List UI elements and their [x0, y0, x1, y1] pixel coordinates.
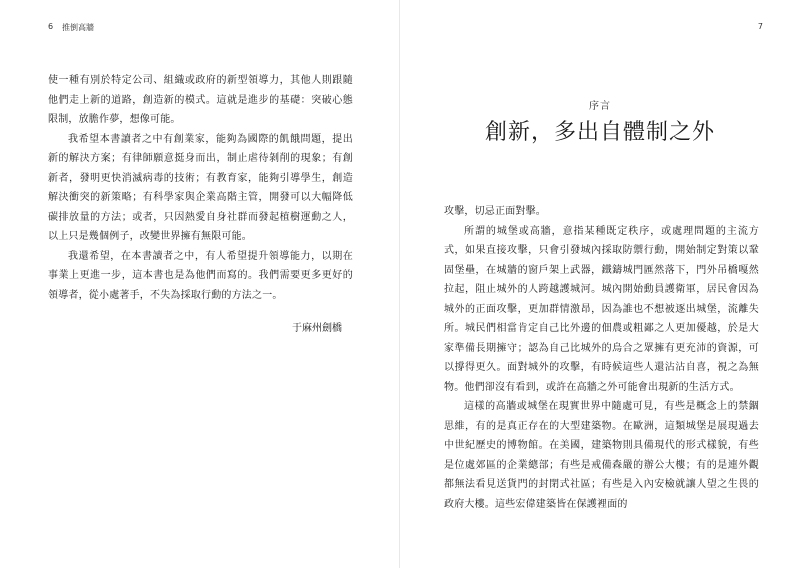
paragraph: 所謂的城堡或高牆，意指某種既定秩序，或處理問題的主流方式，如果直接攻擊，只會引發城內採取防禦行動，開始制定對策以鞏固堡壘，在城牆的窗戶架上武器，鐵鑄城門匯然落下，門外吊橋嘎然拉起，阻止城外的人跨越護城河。城內開始動員護衛軍，居民會因為城外的正面攻擊，更加群情激昂，因為誰也不想被逐出城堡，流離失所。城民們相當肯定自己比外邊的佃農或粗鄙之人更加優越，於是大家準備長期擁守；認為自己比城外的烏合之眾擁有更充沛的資源，可以撐得更久。面對城外的攻擊，有時候這些人還沾沾自喜，視之為無物。他們卻沒有看到，或許在高牆之外可能會出現新的生活方式。 [444, 225, 759, 393]
running-title: 推倒高牆 [62, 23, 94, 32]
section-title: 創新，多出自體制之外 [484, 120, 715, 145]
right-body [444, 202, 759, 514]
page-number: 6 [48, 22, 54, 31]
paragraph: 攻擊，切忌正面對擊。 [444, 206, 546, 217]
right-page [400, 0, 800, 568]
left-body [48, 71, 353, 305]
page-number: 7 [757, 22, 763, 31]
paragraph: 我希望本書讀者之中有創業家，能夠為國際的飢餓問題，提出新的解決方案；有律師願意挺身而出，制止虐待剝削的現象；有創新者，發明更快消滅病毒的技術；有教育家，能夠引導學生，創造解決衝突的新策略；有科學家與企業高階主管，開發可以大幅降低碳排放量的方法；或者，只因熱愛自身社群而發起植樹運動之人，以上只是幾個例子，改變世界擁有無限可能。 [48, 133, 353, 242]
signature: 于麻州劍橋 [292, 323, 342, 334]
paragraph: 這樣的高牆或城堡在現實世界中隨處可見，有些是概念上的禁錮思維，有的是真正存在的大型建築物。在歐洲，這類城堡是展現過去中世紀歷史的博物館。在美國，建築物則具備現代的形式樣貌，有些是位處郊區的企業總部；有些是戒備森嚴的辦公大樓；有的是連外觀都無法看見送貨門的封閉式社區；有些是入內安檢就讓人望之生畏的政府大樓。這些宏偉建築皆在保護裡面的 [444, 401, 759, 510]
paragraph: 使一種有別於特定公司、組織或政府的新型領導力，其他人則跟隨他們走上新的道路，創造新的模式。這就是進步的基礎：突破心態限制，放膽作夢，想像可能。 [48, 75, 353, 125]
section-label: 序言 [589, 101, 611, 112]
paragraph: 我還希望，在本書讀者之中，有人希望提升領導能力，以期在事業上更進一步，這本書也是為他們而寫的。我們需要更多更好的領導者，從小處著手，不失為採取行動的方法之一。 [48, 250, 353, 301]
